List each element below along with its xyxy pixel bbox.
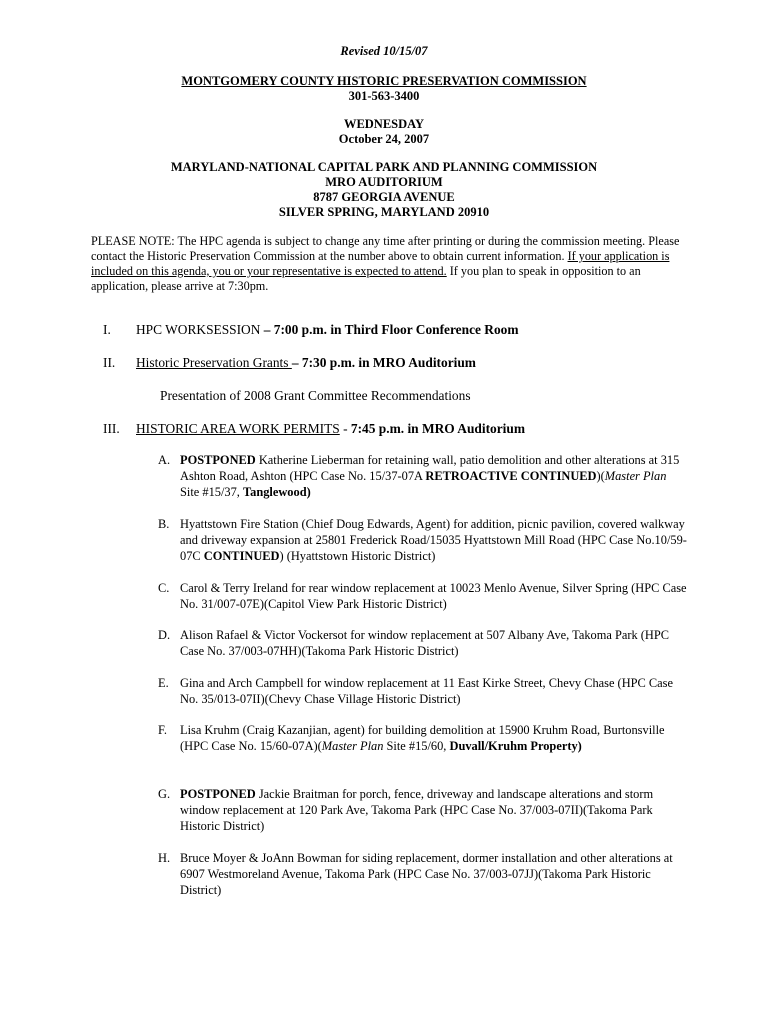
note-opposition: If you plan to speak in opposition to an application, please arrive at 7:30pm.: [91, 264, 641, 293]
commission-phone: 301-563-3400: [348, 89, 420, 103]
item-text: Katherine Lieberman for retaining wall, patio demolition and other alterations at 315 Ashton Road, Ashton (HPC Case No. 15/37-07A: [180, 453, 680, 483]
section-title: HPC WORKSESSION: [136, 322, 261, 337]
item-text-2: Site #15/60,: [383, 739, 450, 753]
section-separator: -: [339, 421, 351, 436]
section-number: III.: [103, 421, 120, 436]
commission-name: MONTGOMERY COUNTY HISTORIC PRESERVATION COMMISSION: [181, 74, 587, 88]
item-text-3: Site #15/37,: [180, 485, 243, 499]
agenda-item-g: [158, 786, 688, 834]
venue-name: MARYLAND-NATIONAL CAPITAL PARK AND PLANNING COMMISSION: [170, 160, 598, 174]
section-time: 7:00 p.m. in Third Floor Conference Room: [273, 322, 519, 337]
agenda-item-d: [158, 627, 688, 659]
item-text: Lisa Kruhm (Craig Kazanjian, agent) for building demolition at 15900 Kruhm Road, Burtonsville (HPC Case No. 15/60-07A)(: [180, 723, 665, 753]
section-number: I.: [103, 322, 111, 337]
item-letter: H.: [158, 851, 171, 865]
agenda-note: [91, 234, 691, 294]
agenda-item-f: [158, 722, 688, 754]
section-title: Historic Preservation Grants: [136, 355, 292, 370]
section-title: HISTORIC AREA WORK PERMITS: [136, 421, 340, 436]
venue-city: SILVER SPRING, MARYLAND 20910: [278, 205, 490, 219]
item-text: Jackie Braitman for porch, fence, driveway and landscape alterations and storm window replacement at 120 Park Ave, Takoma Park (HPC Case No. 37/003-07II)(Takoma Park Historic District): [180, 787, 654, 833]
note-text: PLEASE NOTE: The HPC agenda is subject to change any time after printing or during the commission meeting. Please contact the Historic Preservation Commission at the number above to obtain current information.: [91, 234, 680, 263]
item-letter: F.: [158, 723, 167, 737]
item-text: Alison Rafael & Victor Vockersot for window replacement at 507 Albany Ave, Takoma Park (HPC Case No. 37/003-07HH)(Takoma Park Historic District): [180, 628, 669, 658]
item-status: CONTINUED: [203, 549, 280, 563]
item-letter: B.: [158, 517, 170, 531]
agenda-item-a: [158, 452, 688, 500]
section-number: II.: [103, 355, 116, 370]
venue-room: MRO AUDITORIUM: [325, 175, 443, 189]
item-master-plan: Master Plan: [321, 739, 384, 753]
item-property-name: Tanglewood): [243, 485, 311, 499]
venue-street: 8787 GEORGIA AVENUE: [313, 190, 455, 204]
item-letter: E.: [158, 676, 169, 690]
item-text: Carol & Terry Ireland for rear window replacement at 10023 Menlo Avenue, Silver Spring (HPC Case No. 31/007-07E)(Capitol View Park Historic District): [180, 581, 687, 611]
item-status: POSTPONED: [180, 787, 256, 801]
item-text-2: ) (Hyattstown Historic District): [279, 549, 436, 563]
item-status: POSTPONED: [180, 453, 256, 467]
item-letter: A.: [158, 453, 171, 467]
agenda-item-c: [158, 580, 688, 612]
item-letter: C.: [158, 581, 170, 595]
revised-date: Revised 10/15/07: [340, 44, 428, 58]
section-2-subitem: Presentation of 2008 Grant Committee Recommendations: [160, 388, 471, 403]
item-text-2: )(: [596, 469, 605, 483]
item-letter: G.: [158, 787, 171, 801]
item-text: Gina and Arch Campbell for window replacement at 11 East Kirke Street, Chevy Chase (HPC Case No. 35/013-07II)(Chevy Chase Village Historic District): [180, 676, 673, 706]
meeting-date: October 24, 2007: [338, 132, 430, 146]
section-time: 7:45 p.m. in MRO Auditorium: [350, 421, 525, 436]
item-text: Hyattstown Fire Station (Chief Doug Edwards, Agent) for addition, picnic pavilion, covered walkway and driveway expansion at 25801 Frederick Road/15035 Hyattstown Mill Road (HPC Case No.10/59-07C: [180, 517, 687, 563]
item-master-plan: Master Plan: [604, 469, 667, 483]
item-status-2: RETROACTIVE CONTINUED: [425, 469, 597, 483]
item-letter: D.: [158, 628, 171, 642]
item-property-name: Duvall/Kruhm Property): [449, 739, 582, 753]
section-separator: –: [291, 355, 302, 370]
note-attendance: If your application is included on this agenda, you or your representative is expected to attend.: [91, 249, 670, 278]
agenda-item-h: [158, 850, 688, 898]
section-time: 7:30 p.m. in MRO Auditorium: [301, 355, 476, 370]
item-text: Bruce Moyer & JoAnn Bowman for siding replacement, dormer installation and other alterations at 6907 Westmoreland Avenue, Takoma Park (HPC Case No. 37/003-07JJ)(Takoma Park Historic District): [180, 851, 673, 897]
meeting-day: WEDNESDAY: [343, 117, 425, 131]
agenda-item-b: [158, 516, 688, 564]
section-separator: –: [260, 322, 274, 337]
agenda-item-e: [158, 675, 688, 707]
